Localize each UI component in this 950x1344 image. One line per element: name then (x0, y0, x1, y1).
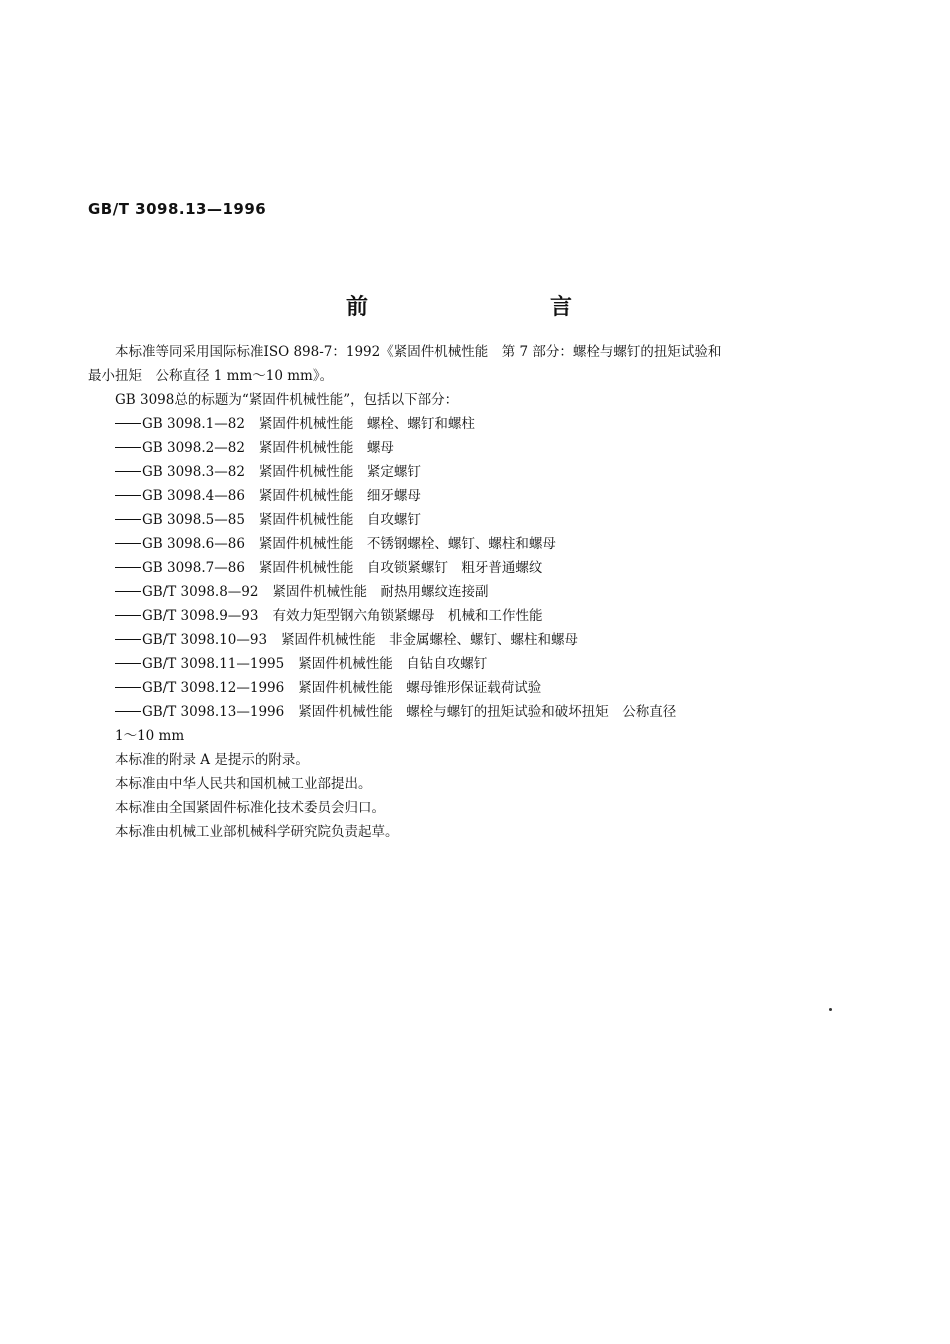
dash-mark (115, 423, 141, 424)
list-item (88, 556, 728, 580)
intro-paragraph-line1: 本标准等同采用国际标准ISO 898-7：1992《紧固件机械性能 第 7 部分：螺栓与螺钉的扭矩试验和 (115, 344, 722, 360)
part-code: GB 3098.2—82 (142, 440, 245, 456)
list-item (88, 508, 728, 532)
part-code: GB 3098.3—82 (142, 464, 245, 480)
list-item (88, 628, 728, 652)
list-item (88, 484, 728, 508)
part-code: GB/T 3098.8—92 (142, 584, 259, 600)
scan-speck (829, 1008, 832, 1011)
part-title: 紧固件机械性能 螺栓、螺钉和螺柱 (258, 416, 475, 432)
part-title: 紧固件机械性能 紧定螺钉 (258, 464, 421, 480)
page-title: 前 言 (346, 295, 619, 320)
part-code: GB 3098.6—86 (142, 536, 245, 552)
dash-mark (115, 639, 141, 640)
closing-line: 本标准的附录 A 是提示的附录。 (115, 752, 309, 768)
part-code: GB/T 3098.9—93 (142, 608, 259, 624)
part-title: 紧固件机械性能 自钻自攻螺钉 (298, 656, 488, 672)
list-item (88, 652, 728, 676)
dash-mark (115, 663, 141, 664)
part-title: 紧固件机械性能 自攻螺钉 (258, 512, 421, 528)
dash-mark (115, 471, 141, 472)
part-title: 紧固件机械性能 细牙螺母 (258, 488, 421, 504)
list-item-continuation: 1～10 mm (115, 728, 185, 744)
part-title: 紧固件机械性能 非金属螺栓、螺钉、螺柱和螺母 (281, 632, 579, 648)
parts-list (88, 412, 728, 748)
dash-mark (115, 495, 141, 496)
part-code: GB/T 3098.12—1996 (142, 680, 285, 696)
dash-mark (115, 447, 141, 448)
list-item (88, 580, 728, 604)
list-item (88, 700, 728, 724)
part-code: GB 3098.5—85 (142, 512, 245, 528)
dash-mark (115, 591, 141, 592)
closing-line: 本标准由全国紧固件标准化技术委员会归口。 (115, 800, 385, 816)
dash-mark (115, 615, 141, 616)
intro-paragraph-line2: 最小扭矩 公称直径 1 mm～10 mm》。 (88, 368, 334, 384)
part-title: 紧固件机械性能 自攻锁紧螺钉 粗牙普通螺纹 (258, 560, 543, 576)
part-title: 紧固件机械性能 螺母 (258, 440, 394, 456)
part-code: GB 3098.7—86 (142, 560, 245, 576)
part-code: GB/T 3098.11—1995 (142, 656, 285, 672)
part-title: 有效力矩型钢六角锁紧螺母 机械和工作性能 (272, 608, 543, 624)
part-code: GB 3098.4—86 (142, 488, 245, 504)
closing-line: 本标准由机械工业部机械科学研究院负责起草。 (115, 824, 399, 840)
intro-paragraph-line3: GB 3098总的标题为“紧固件机械性能”，包括以下部分： (115, 392, 459, 408)
dash-mark (115, 567, 141, 568)
closing-line: 本标准由中华人民共和国机械工业部提出。 (115, 776, 372, 792)
part-title: 紧固件机械性能 耐热用螺纹连接副 (272, 584, 489, 600)
part-code: GB/T 3098.13—1996 (142, 704, 285, 720)
part-title: 紧固件机械性能 螺栓与螺钉的扭矩试验和破坏扭矩 公称直径 (298, 704, 677, 720)
list-item (88, 436, 728, 460)
dash-mark (115, 543, 141, 544)
dash-mark (115, 519, 141, 520)
part-code: GB/T 3098.10—93 (142, 632, 268, 648)
list-item (88, 460, 728, 484)
standard-code: GB/T 3098.13—1996 (88, 200, 267, 218)
part-title: 紧固件机械性能 不锈钢螺栓、螺钉、螺柱和螺母 (258, 536, 556, 552)
dash-mark (115, 687, 141, 688)
dash-mark (115, 711, 141, 712)
part-title: 紧固件机械性能 螺母锥形保证载荷试验 (298, 680, 542, 696)
list-item (88, 604, 728, 628)
list-item (88, 676, 728, 700)
part-code: GB 3098.1—82 (142, 416, 245, 432)
list-item (88, 412, 728, 436)
list-item (88, 532, 728, 556)
foreword-body (88, 340, 728, 844)
